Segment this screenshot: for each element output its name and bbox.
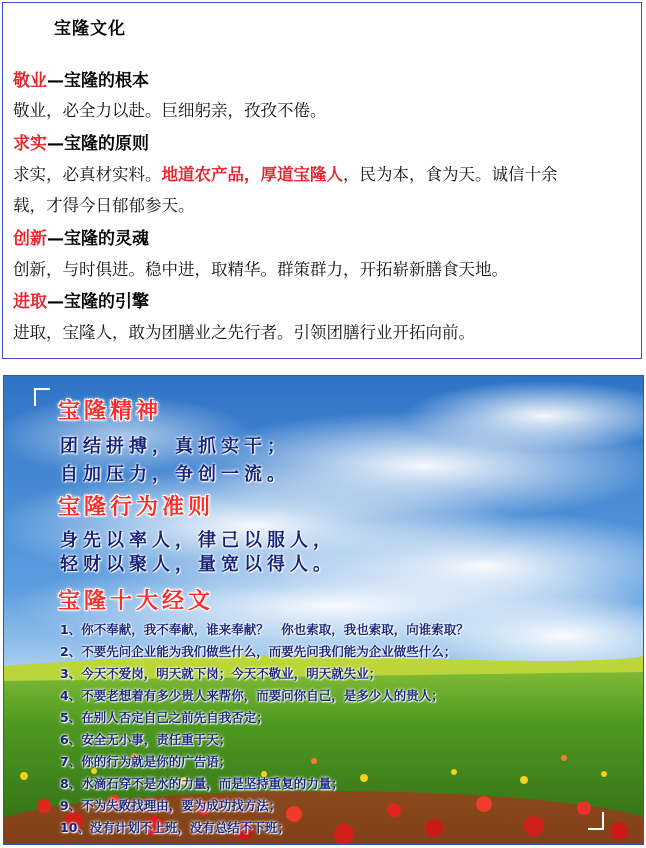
section-heading-enterprise [13,287,149,312]
section-key: 创新 [13,229,47,249]
section-heading-dedication [13,66,149,91]
scripture-item: 3、今天不爱岗，明天就下岗；今天不敬业，明天就失业； [60,666,382,681]
section-head-text: 宝隆的原则 [64,134,149,154]
scripture-item: 2、不要先问企业能为我们做些什么，而要先问我们能为企业做些什么； [60,644,457,659]
section-text-pragmatism-cont: 载，才得今日郁郁参天。 [13,196,195,215]
spirit-line-1: 团结拼搏，真抓实干； [60,436,290,457]
spirit-poster [3,375,644,845]
section-heading-pragmatism [13,129,149,154]
section-sep: — [47,71,64,91]
scripture-item: 6、安全无小事，责任重于天； [60,732,232,747]
scripture-item: 1、你不奉献，我不奉献，谁来奉献？ 你也索取，我也索取，向谁索取？ [60,622,469,637]
spirit-line-2: 自加压力，争创一流。 [60,464,290,485]
section-text-dedication: 敬业，必全力以赴。巨细躬亲，孜孜不倦。 [13,101,327,120]
section-key: 敬业 [13,71,47,91]
scripture-item: 5、在别人否定自己之前先自我否定； [60,710,269,725]
culture-title: 宝隆文化 [54,19,126,39]
culture-panel [2,2,642,359]
text-run: 求实，必真材实料。 [13,165,162,184]
section-head-text: 宝隆的灵魂 [64,229,149,249]
section-sep: — [47,229,64,249]
scripture-item: 9、不为失败找理由，要为成功找方法； [60,798,282,813]
section-head-text: 宝隆的根本 [64,71,149,91]
section-text-pragmatism [13,161,558,185]
section-key: 求实 [13,134,47,154]
corner-bracket-bottom-right [588,812,604,830]
highlight-slogan: 地道农产品，厚道宝隆人 [161,165,343,184]
scripture-item: 4、不要老想着有多少贵人来帮你，而要问你自己，是多少人的贵人； [60,688,444,703]
conduct-line-1: 身先以率人，律己以服人， [60,530,336,551]
conduct-line-2: 轻财以聚人，量宽以得人。 [60,554,336,575]
scripture-heading: 宝隆十大经文 [58,588,215,614]
section-head-text: 宝隆的引擎 [64,292,149,312]
scripture-item: 7、你的行为就是你的广告语； [60,754,232,769]
section-key: 进取 [13,292,47,312]
scripture-item: 10、没有计划不上班，没有总结不下班； [60,820,290,835]
section-heading-innovation [13,224,149,249]
corner-bracket-top-left [34,388,50,406]
text-run: ，民为本，食为天。诚信十余 [343,165,558,184]
scripture-item: 8、水滴石穿不是水的力量，而是坚持重复的力量； [60,776,344,791]
section-text-innovation: 创新，与时俱进。稳中进，取精华。群策群力，开拓崭新膳食天地。 [13,260,508,279]
spirit-heading: 宝隆精神 [58,398,163,424]
section-sep: — [47,292,64,312]
section-sep: — [47,134,64,154]
conduct-heading: 宝隆行为准则 [58,494,215,520]
section-text-enterprise: 进取，宝隆人，敢为团膳业之先行者。引领团膳行业开拓向前。 [13,323,475,342]
